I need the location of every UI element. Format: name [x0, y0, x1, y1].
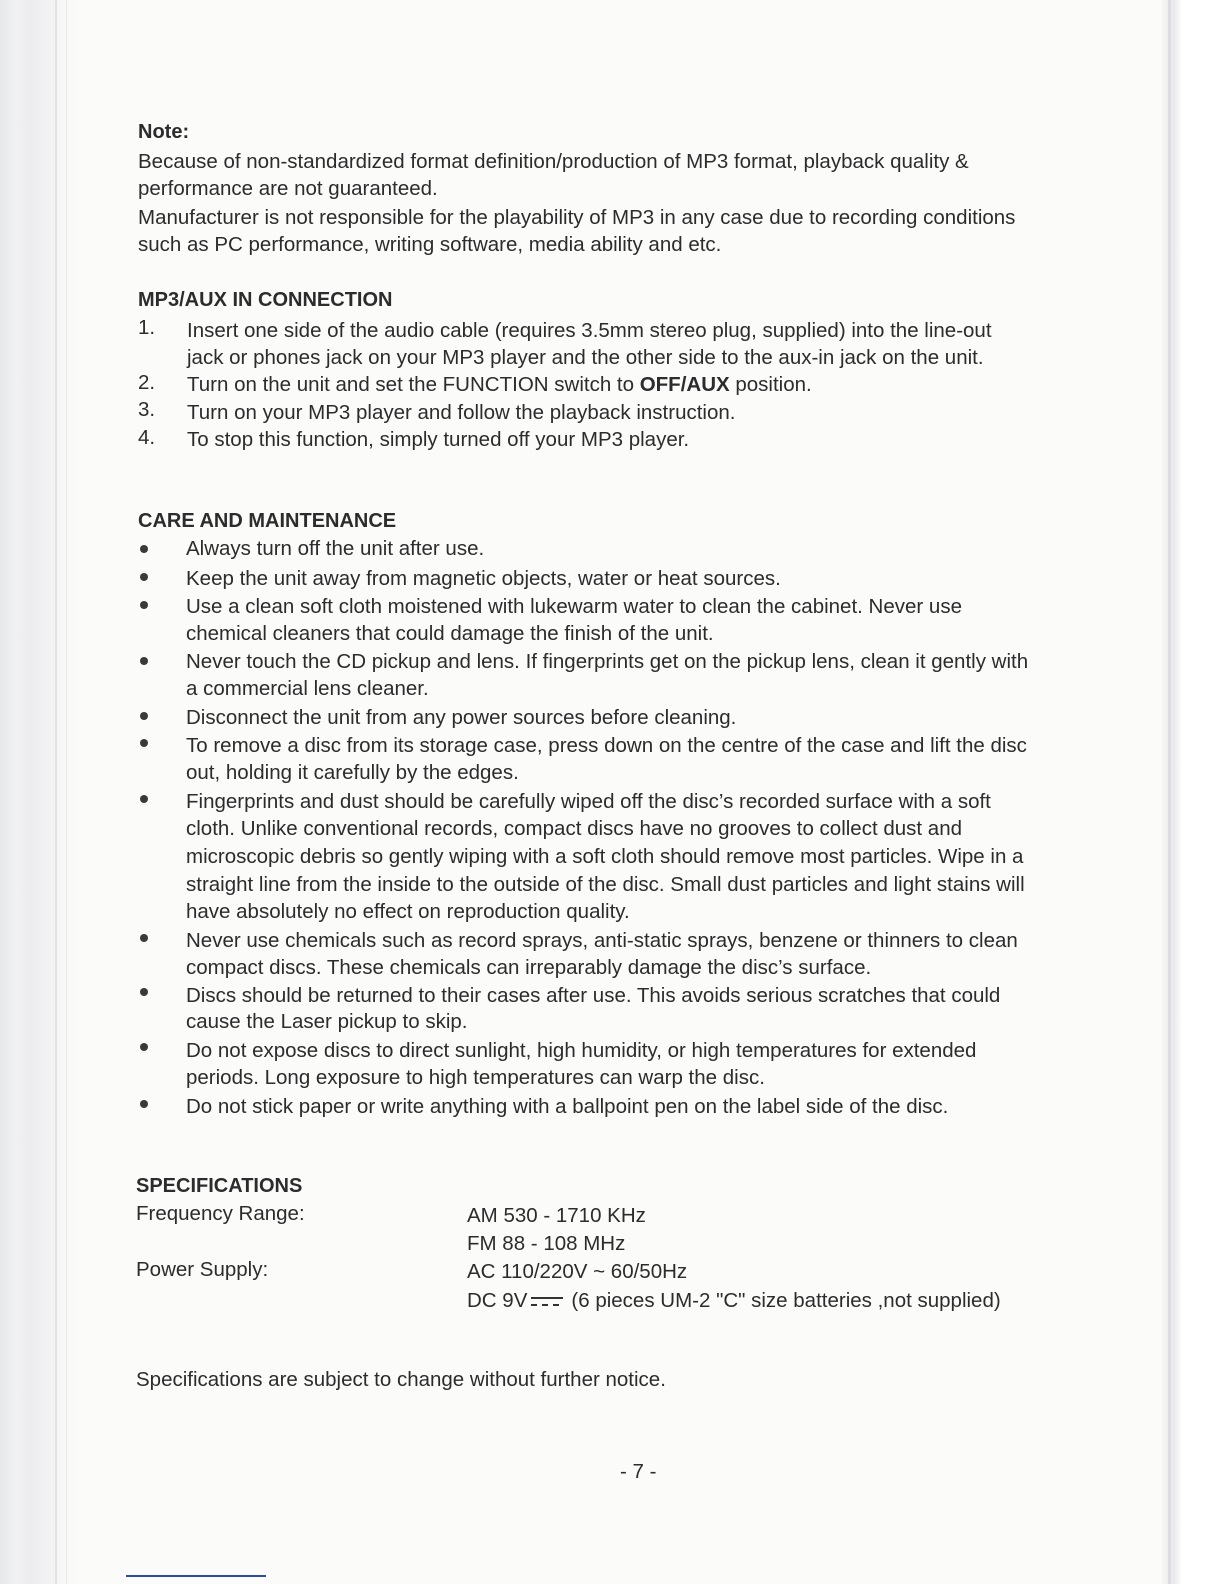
- spec-label-power: Power Supply:: [136, 1258, 269, 1281]
- specs-heading: SPECIFICATIONS: [136, 1175, 303, 1197]
- note-line: such as PC performance, writing software, media ability and etc.: [138, 233, 722, 256]
- care-heading: CARE AND MAINTENANCE: [138, 510, 397, 532]
- bottom-rule: [126, 1575, 266, 1577]
- bullet-item-line: Never touch the CD pickup and lens. If fingerprints get on the pickup lens, clean it gently with: [186, 650, 1029, 673]
- bullet-item-line: chemical cleaners that could damage the finish of the unit.: [186, 622, 714, 645]
- bullet-item-line: have absolutely no effect on reproduction quality.: [186, 900, 630, 923]
- list-item-line: Turn on your MP3 player and follow the playback instruction.: [187, 401, 736, 424]
- bullet-item-line: Use a clean soft cloth moistened with lukewarm water to clean the cabinet. Never use: [186, 595, 962, 618]
- bullet-dot: [140, 795, 148, 803]
- footer-note: Specifications are subject to change without further notice.: [136, 1368, 666, 1391]
- list-number: 2.: [138, 371, 156, 394]
- bullet-dot: [140, 712, 148, 720]
- bullet-dot: [140, 988, 148, 996]
- note-line: performance are not guaranteed.: [138, 177, 438, 200]
- bullet-item-line: Always turn off the unit after use.: [186, 537, 485, 560]
- bullet-dot: [140, 739, 148, 747]
- bullet-dot: [140, 934, 148, 942]
- page-number: - 7 -: [620, 1460, 657, 1483]
- bullet-item-line: Discs should be returned to their cases after use. This avoids serious scratches that could: [186, 984, 1001, 1007]
- list-item-line: jack or phones jack on your MP3 player and the other side to the aux-in jack on the unit.: [187, 346, 984, 369]
- bullet-dot: [140, 573, 148, 581]
- bullet-item-line: compact discs. These chemicals can irreparably damage the disc’s surface.: [186, 956, 872, 979]
- bullet-item-line: Fingerprints and dust should be carefully wiped off the disc’s recorded surface with a soft: [186, 790, 991, 813]
- spec-value-am: AM 530 - 1710 KHz: [467, 1204, 646, 1227]
- scan-edge-right: [1162, 0, 1224, 1584]
- spec-value-fm: FM 88 - 108 MHz: [467, 1232, 626, 1255]
- mp3aux-heading: MP3/AUX IN CONNECTION: [138, 289, 393, 311]
- scan-shadow-line: [55, 0, 57, 1584]
- bullet-item-line: Keep the unit away from magnetic objects, water or heat sources.: [186, 567, 781, 590]
- bullet-dot: [140, 1043, 148, 1051]
- list-number: 1.: [138, 316, 156, 339]
- bullet-item-line: a commercial lens cleaner.: [186, 677, 429, 700]
- bullet-item-line: periods. Long exposure to high temperatures can warp the disc.: [186, 1066, 765, 1089]
- bullet-item-line: cloth. Unlike conventional records, compact discs have no grooves to collect dust and: [186, 817, 962, 840]
- dc-symbol-icon: [531, 1295, 563, 1309]
- list-number: 3.: [138, 398, 156, 421]
- note-line: Manufacturer is not responsible for the playability of MP3 in any case due to recording conditions: [138, 206, 1016, 229]
- scan-shadow-line: [1168, 0, 1171, 1584]
- spec-value-dc: DC 9V (6 pieces UM-2 "C" size batteries ,not supplied): [467, 1289, 1001, 1312]
- bullet-item-line: straight line from the inside to the outside of the disc. Small dust particles and light stains will: [186, 873, 1025, 896]
- bullet-item-line: To remove a disc from its storage case, press down on the centre of the case and lift the disc: [186, 734, 1027, 757]
- note-line: Because of non-standardized format definition/production of MP3 format, playback quality &: [138, 150, 969, 173]
- bullet-dot: [140, 545, 148, 553]
- bullet-item-line: Do not expose discs to direct sunlight, high humidity, or high temperatures for extended: [186, 1039, 977, 1062]
- bullet-item-line: out, holding it carefully by the edges.: [186, 761, 519, 784]
- bullet-dot: [140, 657, 148, 665]
- bullet-item-line: Never use chemicals such as record sprays, anti-static sprays, benzene or thinners to clean: [186, 929, 1018, 952]
- bullet-item-line: Disconnect the unit from any power sources before cleaning.: [186, 706, 737, 729]
- spec-label-frequency: Frequency Range:: [136, 1202, 305, 1225]
- bullet-item-line: microscopic debris so gently wiping with a soft cloth should remove most particles. Wipe in a: [186, 845, 1024, 868]
- spec-value-ac: AC 110/220V ~ 60/50Hz: [467, 1260, 688, 1283]
- list-item-line: Turn on the unit and set the FUNCTION switch to OFF/AUX position.: [187, 373, 812, 396]
- bullet-dot: [140, 1100, 148, 1108]
- bullet-item-line: Do not stick paper or write anything with a ballpoint pen on the label side of the disc.: [186, 1095, 949, 1118]
- list-item-line: Insert one side of the audio cable (requires 3.5mm stereo plug, supplied) into the line-out: [187, 319, 992, 342]
- note-heading: Note:: [138, 121, 190, 143]
- function-position-label: OFF/AUX: [639, 373, 730, 396]
- scan-shadow-line: [66, 0, 67, 1584]
- bullet-dot: [140, 601, 148, 609]
- list-number: 4.: [138, 426, 156, 449]
- bullet-item-line: cause the Laser pickup to skip.: [186, 1010, 468, 1033]
- list-item-line: To stop this function, simply turned off your MP3 player.: [187, 428, 690, 451]
